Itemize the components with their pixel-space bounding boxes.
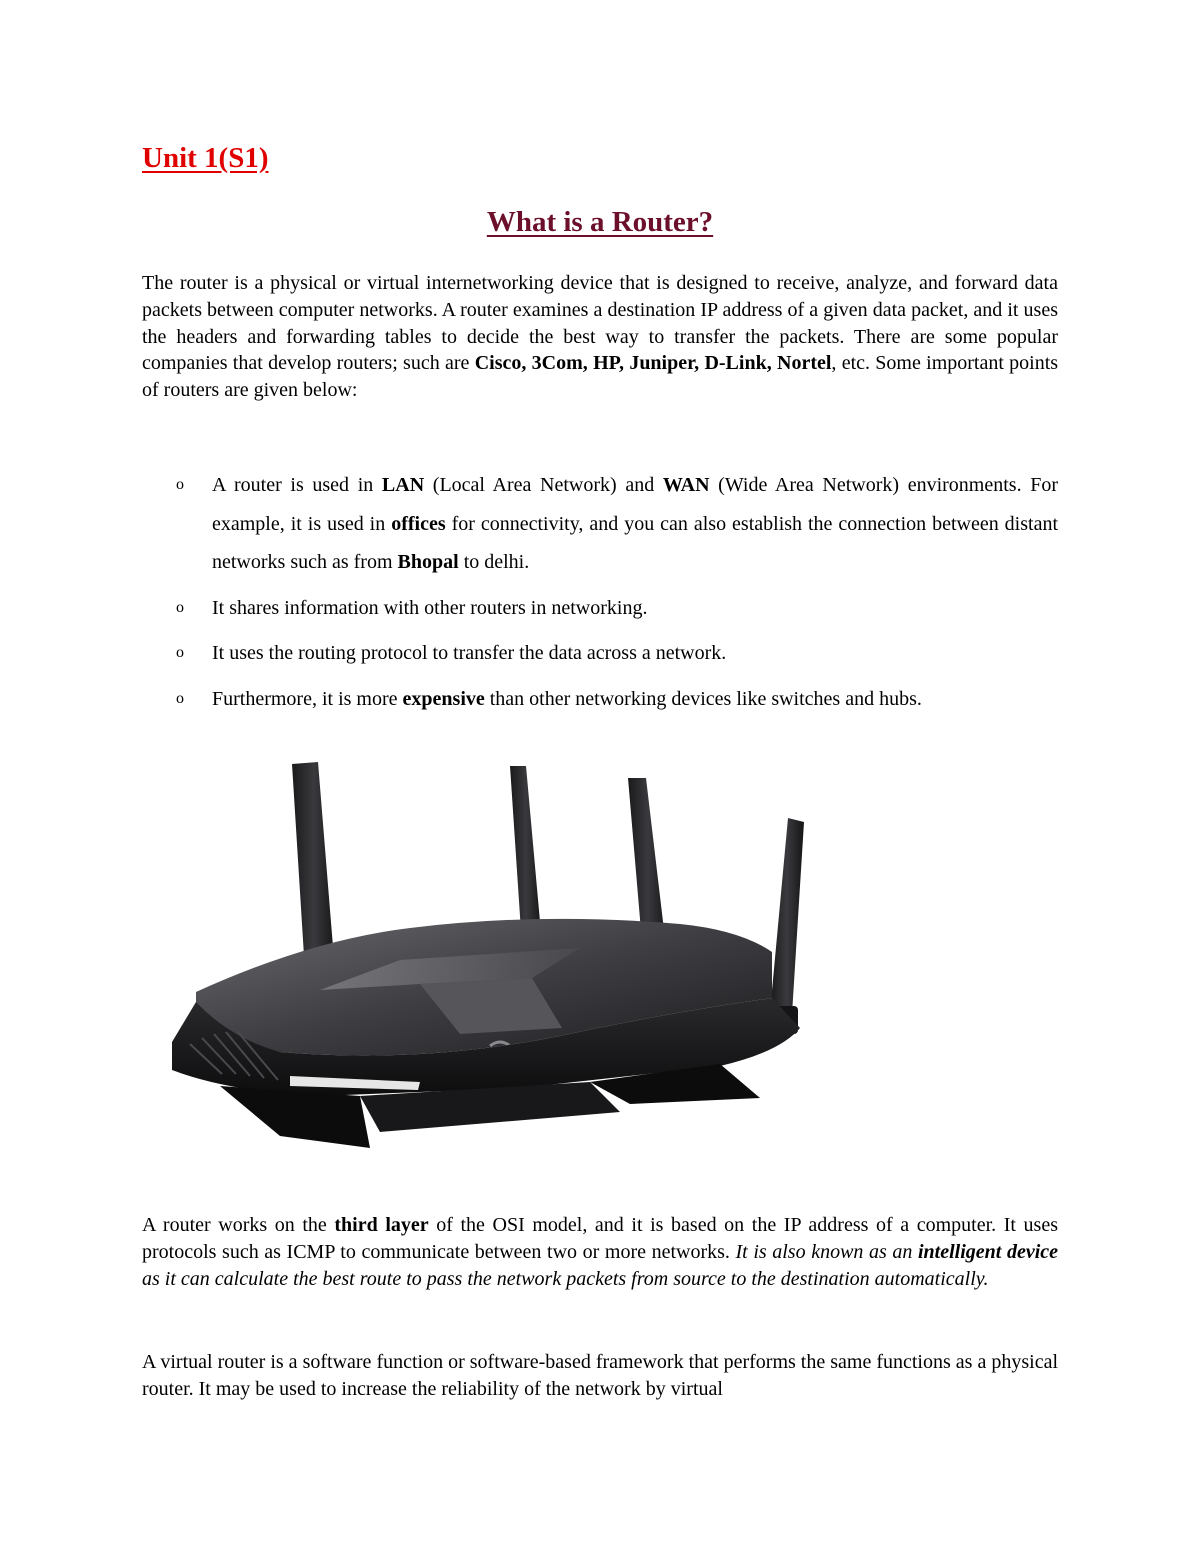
intro-text-1: The router is a physical or virtual internetworking device that is designed to receive, analyze, and forward data packets between computer networks. A router examines a destination IP address of a given data packet, and it uses the headers and forwarding tables to decide the best way to transfer the packets. There are some popular companies that develop routers; such are (142, 272, 1058, 375)
company-dlink: D-Link (704, 352, 767, 375)
bullet-text: to delhi. (458, 551, 530, 573)
bullet-marker: o (176, 598, 184, 616)
bullet-text: for connectivity, and you can also establish the connection between distant networks such as from (212, 512, 1058, 573)
bold-lan: LAN (381, 474, 425, 496)
company-juniper: Juniper (629, 352, 695, 375)
bold-italic-intelligent-device: intelligent device (918, 1240, 1059, 1263)
intro-paragraph (142, 270, 1058, 404)
router-points-list (142, 466, 1058, 725)
list-item (142, 634, 1058, 673)
bullet-text: A router is used in (212, 474, 382, 496)
page-title: What is a Router? (486, 206, 714, 238)
comma-5: , (766, 352, 777, 375)
comma-3: , (619, 352, 630, 375)
list-item (142, 589, 1058, 628)
router-illustration (160, 752, 828, 1186)
unit-title: Unit 1(S1) (142, 142, 269, 174)
virtual-router-paragraph: A virtual router is a software function or software-based framework that performs the same functions as a physical router. It may be used to increase the reliability of the network by virtual (142, 1351, 1058, 1400)
bold-third-layer: third layer (334, 1214, 429, 1236)
comma-2: , (582, 352, 594, 375)
osi-paragraph (142, 1212, 1058, 1292)
company-cisco: Cisco (474, 352, 522, 375)
bullet-text: (Wide Area Network) environments. For example, it is used in (212, 474, 1058, 535)
comma-4: , (694, 352, 705, 375)
list-item (142, 680, 1058, 719)
bullet-marker: o (176, 644, 184, 661)
bullet-text: Furthermore, it is more (212, 687, 403, 710)
italic-text-1: It is also known as an (735, 1240, 918, 1263)
company-nortel: Nortel (777, 352, 832, 375)
bold-offices: offices (391, 512, 446, 535)
osi-text-2: of the OSI model, and it is based on the IP address of a computer. It uses protocols such as ICMP to communicate between two or more networks. (142, 1214, 1058, 1263)
bullet-text: It shares information with other routers in networking. (212, 596, 648, 619)
router-image (160, 752, 828, 1186)
list-item (142, 466, 1058, 582)
company-3com: 3Com (531, 352, 583, 375)
bold-expensive: expensive (402, 687, 485, 710)
bullet-text: It uses the routing protocol to transfer the data across a network. (212, 642, 727, 664)
bullet-text: (Local Area Network) and (424, 474, 663, 496)
bold-wan: WAN (662, 474, 710, 496)
bullet-marker: o (176, 476, 184, 493)
bullet-marker: o (176, 689, 184, 707)
comma-1: , (521, 352, 532, 375)
bullet-text: than other networking devices like switches and hubs. (484, 687, 922, 710)
company-hp: HP (593, 352, 620, 375)
osi-text-1: A router works on the (142, 1214, 335, 1236)
italic-text-2: as it can calculate the best route to pass the network packets from source to the destination automatically. (142, 1267, 989, 1290)
intro-text-2: , etc. Some important points of routers are given below: (142, 352, 1059, 402)
bold-bhopal: Bhopal (397, 551, 459, 573)
